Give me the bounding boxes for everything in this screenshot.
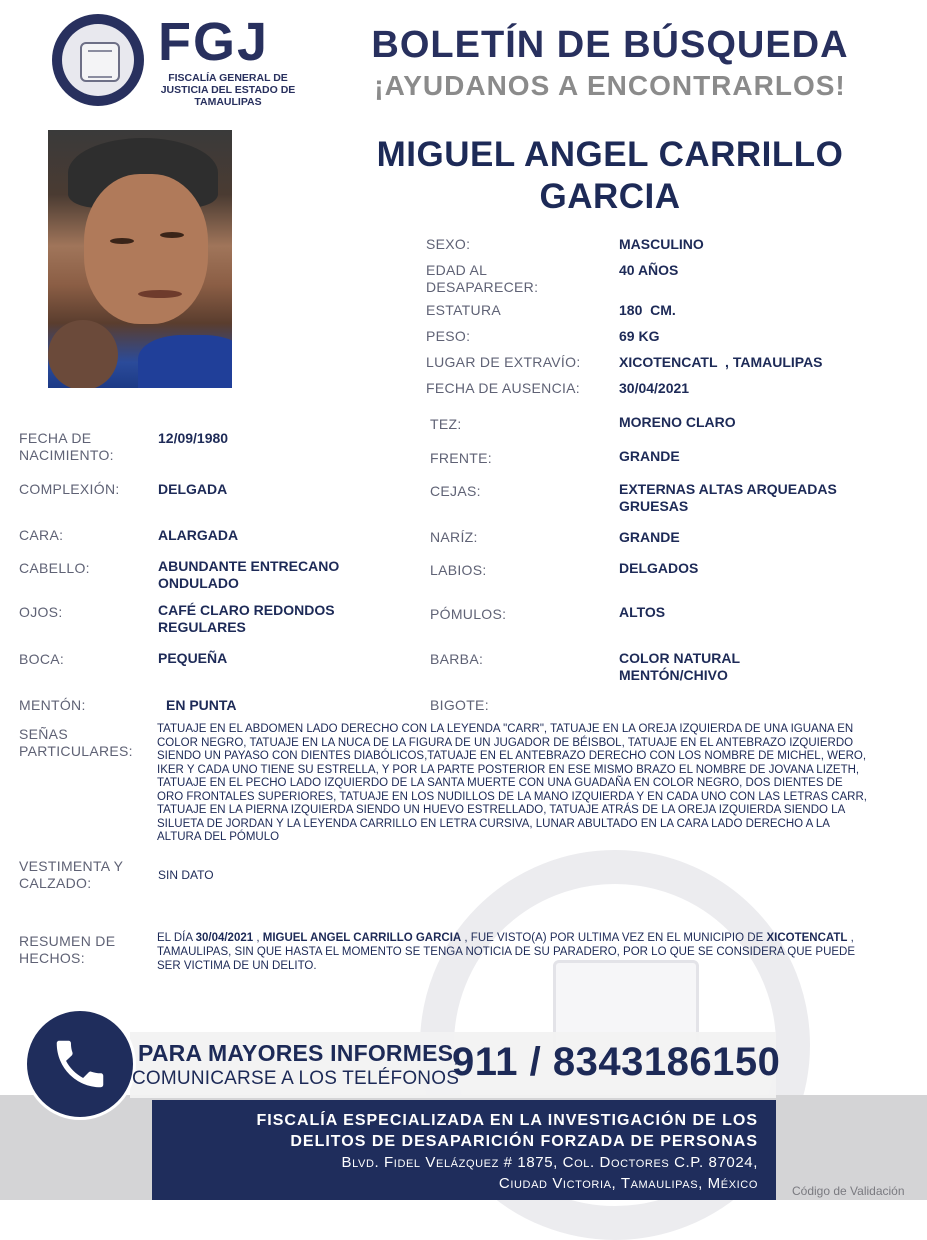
person-name — [330, 134, 890, 218]
label-nariz: NARÍZ: — [430, 529, 478, 545]
office-name-line-1: FISCALÍA ESPECIALIZADA EN LA INVESTIGACIÓN DE LOS — [256, 1112, 758, 1129]
value-cabello: ABUNDANTE ENTRECANO ONDULADO — [158, 558, 340, 591]
office-name-line-2: DELITOS DE DESAPARICIÓN FORZADA DE PERSONAS — [290, 1133, 758, 1150]
label-labios: LABIOS: — [430, 562, 487, 578]
label-peso: PESO: — [426, 328, 471, 344]
summary-date: 30/04/2021 — [195, 932, 254, 944]
photo-eye-left — [110, 238, 134, 244]
label-fecha-nacimiento: FECHA DE NACIMIENTO: — [19, 430, 114, 463]
value-fecha-nacimiento: 12/09/1980 — [158, 430, 229, 446]
value-complexion: DELGADA — [158, 481, 228, 497]
office-address-line-2: Ciudad Victoria, Tamaulipas, México — [498, 1175, 758, 1192]
state-seal-icon — [80, 42, 120, 82]
value-cejas: EXTERNAS ALTAS ARQUEADAS GRUESAS — [619, 481, 837, 514]
photo-eye-right — [160, 232, 184, 238]
value-lugar-extravio: XICOTENCATL , TAMAULIPAS — [619, 354, 823, 370]
photo-face — [84, 174, 208, 324]
label-bigote: BIGOTE: — [430, 697, 489, 713]
label-cara: CARA: — [19, 527, 64, 543]
value-boca: PEQUEÑA — [158, 650, 228, 666]
summary-prefix: EL DÍA — [157, 932, 196, 944]
label-cejas: CEJAS: — [430, 483, 481, 499]
office-address-line-1: Blvd. Fidel Velázquez # 1875, Col. Doctores C.P. 87024, — [341, 1154, 758, 1171]
fgj-institution-name: FISCALÍA GENERAL DE JUSTICIA DEL ESTADO DE TAMAULIPAS — [160, 72, 296, 108]
summary-suffix: , TAMAULIPAS, SIN QUE HASTA EL MOMENTO SE TENGA NOTICIA DE SU PARADERO, POR LO QUE SE CONSIDERA QUE PUEDE SER VICTIMA DE UN DELITO. — [157, 932, 856, 972]
contact-subheading: COMUNICARSE A LOS TELÉFONOS — [132, 1068, 460, 1089]
value-peso: 69 KG — [619, 328, 660, 344]
office-info-box — [152, 1100, 776, 1200]
bulletin-subtitle: ¡AYUDANOS A ENCONTRARLOS! — [374, 70, 846, 101]
label-senas-particulares: SEÑAS PARTICULARES: — [19, 726, 133, 759]
value-labios: DELGADOS — [619, 560, 699, 576]
validation-code-label: Código de Validación — [792, 1184, 905, 1198]
photo-shirt — [138, 335, 232, 388]
label-ojos: OJOS: — [19, 604, 63, 620]
fgj-logo-seal-background — [62, 24, 134, 96]
label-lugar-extravio: LUGAR DE EXTRAVÍO: — [426, 354, 581, 370]
missing-person-photo — [48, 130, 232, 388]
summary-name: MIGUEL ANGEL CARRILLO GARCIA — [262, 932, 462, 944]
contact-heading: PARA MAYORES INFORMES, — [138, 1040, 460, 1066]
fgj-logo — [52, 14, 144, 106]
label-estatura: ESTATURA — [426, 302, 501, 318]
value-frente: GRANDE — [619, 448, 680, 464]
value-ojos: CAFÉ CLARO REDONDOS REGULARES — [158, 602, 335, 635]
summary-mid: , FUE VISTO(A) POR ULTIMA VEZ EN EL MUNICIPIO DE — [461, 932, 767, 944]
label-frente: FRENTE: — [430, 450, 492, 466]
value-tez: MORENO CLARO — [619, 414, 736, 430]
person-name-line-1: MIGUEL ANGEL CARRILLO — [376, 135, 844, 174]
value-edad: 40 AÑOS — [619, 262, 679, 278]
label-pomulos: PÓMULOS: — [430, 606, 507, 622]
value-menton: EN PUNTA — [166, 697, 237, 713]
summary-sep: , — [253, 932, 263, 944]
value-barba: COLOR NATURAL MENTÓN/CHIVO — [619, 650, 740, 683]
summary-text — [157, 931, 867, 973]
label-fecha-ausencia: FECHA DE AUSENCIA: — [426, 380, 580, 396]
value-senas-particulares: TATUAJE EN EL ABDOMEN LADO DERECHO CON LA LEYENDA "CARR", TATUAJE EN LA OREJA IZQUIERDA DE UNA IGUANA EN COLOR NEGRO, TATUAJE EN LA NUCA DE LA FIGURA DE UN JUGADOR DE BÉISBOL, TATUAJE EN EL ANTEBRAZO IZQUIERDO SIENDO UN PAYASO CON DIENTES DIABÓLICOS,TATUAJE EN EL ANTEBRAZO DERECHO CON LOS NOMBRE DE MICHEL, WERO, IKER Y CADA UNO TIENE SU ESTRELLA, Y POR LA PARTE POSTERIOR EN ESE MISMO BRAZO EL NOMBRE DE JOVANA LIZETH, TATUAJE EN EL PECHO LADO IZQUIERDO DE LA SANTA MUERTE CON UNA GUADAÑA EN COLOR NEGRO, DOS DIENTES DE ORO FRONTALES SUPERIORES, TATUAJE EN LOS NUDILLOS DE LA MANO IZQUIERDA Y EN CADA UNO CON LAS LETRAS CARR, TATUAJE EN LA PIERNA IZQUIERDA SIENDO UN HUEVO ESTRELLADO, TATUAJE ATRÁS DE LA OREJA IZQUIERDA SIENDO LA SILUETA DE JORDAN Y LA LEYENDA CARRILLO EN LETRA CURSIVA, LUNAR ABULTADO EN LA CARA LADO DERECHO A LA ALTURA DEL PÓMULO — [157, 723, 867, 843]
label-cabello: CABELLO: — [19, 560, 90, 576]
office-address-block — [158, 1110, 758, 1194]
value-sexo: MASCULINO — [619, 236, 704, 252]
phone-handset-icon — [49, 1033, 111, 1095]
label-menton: MENTÓN: — [19, 697, 86, 713]
label-barba: BARBA: — [430, 651, 484, 667]
label-tez: TEZ: — [430, 416, 462, 432]
value-fecha-ausencia: 30/04/2021 — [619, 380, 690, 396]
value-nariz: GRANDE — [619, 529, 680, 545]
value-estatura: 180 CM. — [619, 302, 676, 318]
fgj-wordmark: FGJ — [158, 12, 270, 72]
label-boca: BOCA: — [19, 651, 65, 667]
bulletin-title: BOLETÍN DE BÚSQUEDA — [371, 24, 849, 66]
summary-place: XICOTENCATL — [766, 932, 848, 944]
person-name-line-2: GARCIA — [539, 177, 681, 216]
photo-background-person — [48, 320, 118, 388]
label-resumen-hechos: RESUMEN DE HECHOS: — [19, 933, 116, 966]
value-cara: ALARGADA — [158, 527, 239, 543]
value-pomulos: ALTOS — [619, 604, 666, 620]
photo-mouth — [138, 290, 182, 298]
label-vestimenta: VESTIMENTA Y CALZADO: — [19, 858, 123, 891]
label-edad: EDAD AL DESAPARECER: — [426, 262, 539, 295]
value-vestimenta: SIN DATO — [158, 868, 214, 882]
label-sexo: SEXO: — [426, 236, 471, 252]
contact-phone-numbers: 911 / 8343186150 — [452, 1040, 781, 1084]
label-complexion: COMPLEXIÓN: — [19, 481, 120, 497]
phone-icon — [24, 1008, 136, 1120]
